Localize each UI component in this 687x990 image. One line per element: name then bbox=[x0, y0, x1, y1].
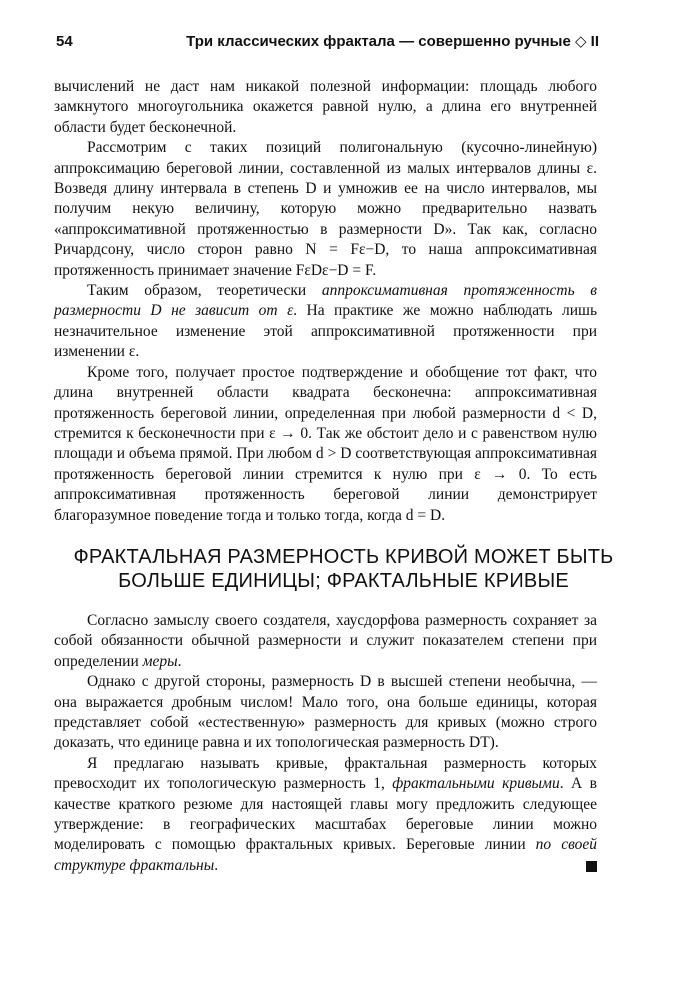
section-1-text bbox=[54, 77, 597, 526]
emphasis: аппроксимативная протяженность в размерности D не зависит от ε bbox=[54, 282, 597, 320]
running-title: Три классических фрактала — совершенно ручные ◇ II bbox=[186, 33, 599, 50]
paragraph: Я предлагаю называть кривые, фрактальная размерность которых превосходит их топологическую размерность 1, фрактальными кривыми. А в качестве краткого резюме для настоящей главы могу предложить следующее утверждение: в географических масштабах береговые линии можно моделировать с помощью фрактальных кривых. Береговые линии по своей структуре фрактальны. bbox=[54, 754, 597, 874]
paragraph: Кроме того, получает простое подтверждение и обобщение тот факт, что длина внутренней области квадрата бесконечна: аппроксимативная протяженность береговой линии, определенная при любой размерности d < D, стремится к бесконечности при ε → 0. Так же обстоит дело и с равенством нулю площади и объема прямой. При любом d > D соответствующая аппроксимативная протяженность береговой линии стремится к нулю при ε → 0. То есть аппроксимативная протяженность береговой линии демонстрирует благоразумное поведение тогда и только тогда, когда d = D. bbox=[54, 363, 597, 524]
section-heading: ФРАКТАЛЬНАЯ РАЗМЕРНОСТЬ КРИВОЙ МОЖЕТ БЫТЬ БОЛЬШЕ ЕДИНИЦЫ; ФРАКТАЛЬНЫЕ КРИВЫЕ bbox=[73, 546, 614, 592]
section-2-text bbox=[54, 611, 597, 876]
end-of-proof-mark bbox=[586, 861, 597, 872]
paragraph: Согласно замыслу своего создателя, хаусдорфова размерность сохраняет за собой обязанности обычной размерности и служит показателем степени при определении меры. bbox=[54, 612, 597, 670]
emphasis: меры bbox=[142, 652, 178, 670]
paragraph: вычислений не даст нам никакой полезной информации: площадь любого замкнутого многоугольника окажется равной нулю, а длина его внутренней области будет бесконечной. bbox=[54, 78, 597, 136]
running-head bbox=[56, 32, 599, 50]
emphasis: по своей структуре фрактальны bbox=[54, 836, 597, 874]
emphasis: фрактальными кривыми bbox=[392, 775, 560, 793]
page-number: 54 bbox=[56, 33, 73, 50]
paragraph: Однако с другой стороны, размерность D в высшей степени необычна, — она выражается дробным числом! Мало того, она больше единицы, которая представляет собой «естественную» размерность для кривых (можно строго доказать, что единице равна и их топологическая размерность DT). bbox=[54, 673, 597, 752]
paragraph: Таким образом, теоретически аппроксимативная протяженность в размерности D не зависит от ε. На практике же можно наблюдать лишь незначительное изменение этой аппроксимативной протяженности при изменении ε. bbox=[54, 282, 598, 361]
paragraph: Рассмотрим с таких позиций полигональную (кусочно-линейную) аппроксимацию береговой линии, составленной из малых интервалов длины ε. Возведя длину интервала в степень D и умножив ее на число интервалов, мы получим некую величину, которую можно предварительно назвать «аппроксимативной протяженностью в размерности D». Так как, согласно Ричардсону, число сторон равно N = Fε−D, то наша аппроксимативная протяженность принимает значение FεDε−D = F. bbox=[54, 139, 597, 279]
